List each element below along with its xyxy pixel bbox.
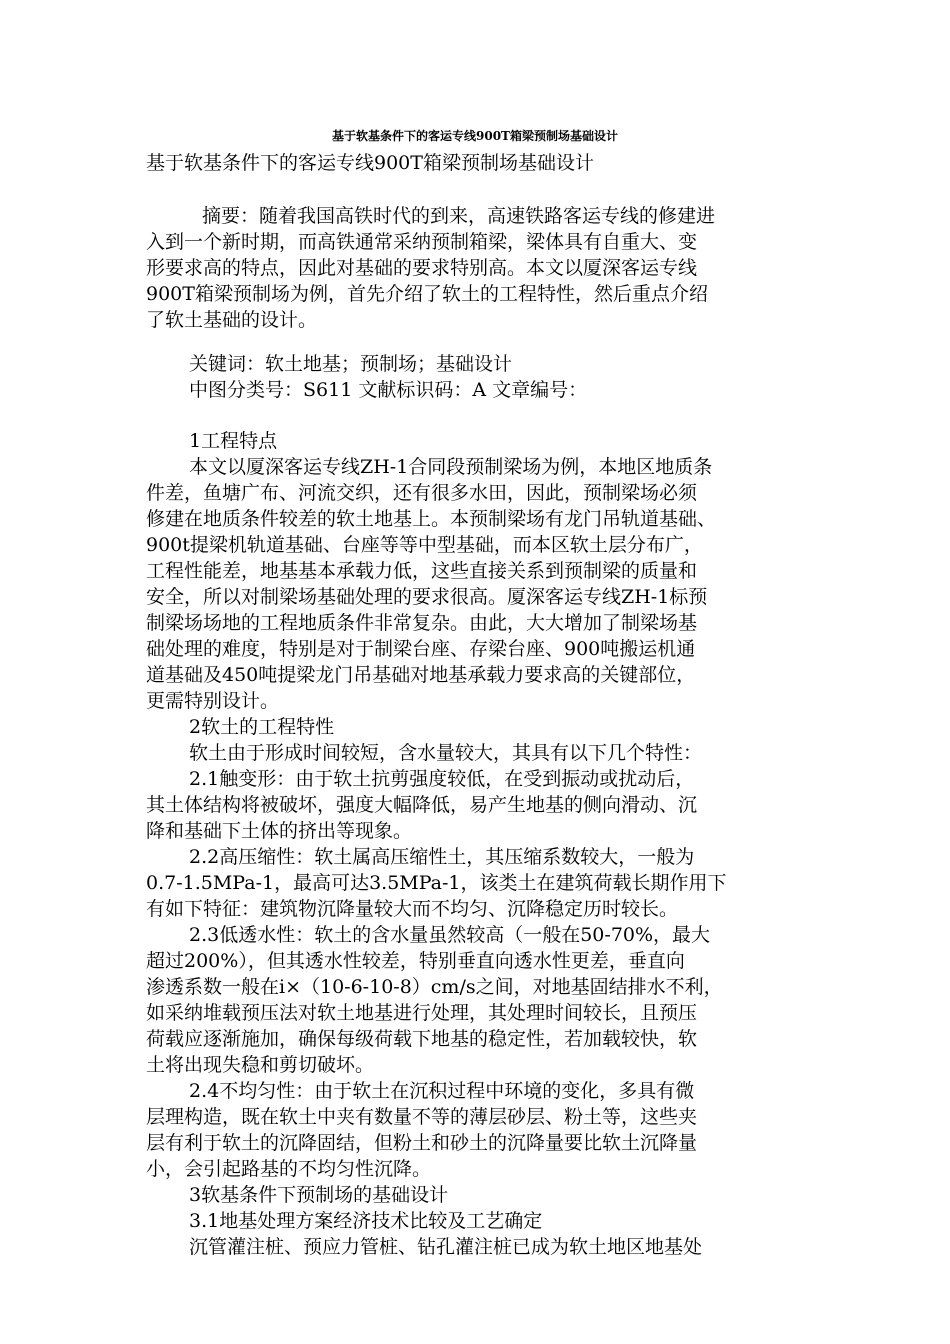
body-line: 如采纳堆载预压法对软土地基进行处理，其处理时间较长，且预压 [146, 1002, 698, 1024]
subsection-line: 2.4不均匀性：由于软土在沉积过程中环境的变化，多具有微 [189, 1080, 695, 1102]
section-heading: 3软基条件下预制场的基础设计 [189, 1184, 449, 1206]
body-line: 修建在地质条件较差的软土地基上。本预制梁场有龙门吊轨道基础、 [146, 508, 717, 530]
body-line: 900t提梁机轨道基础、台座等等中型基础，而本区软土层分布广， [146, 534, 703, 556]
abstract-line: 摘要：随着我国高铁时代的到来，高速铁路客运专线的修建进 [202, 205, 716, 227]
document-title: 基于软基条件下的客运专线900T箱梁预制场基础设计 [332, 129, 618, 143]
body-line: 安全，所以对制梁场基础处理的要求很高。厦深客运专线ZH-1标预 [146, 586, 708, 608]
body-line: 渗透系数一般在i×（10-6-10-8）cm/s之间，对地基固结排水不利， [146, 976, 723, 998]
subsection-line: 2.3低透水性：软土的含水量虽然较高（一般在50-70%，最大 [189, 924, 711, 946]
body-line: 有如下特征：建筑物沉降量较大而不均匀、沉降稳定历时较长。 [146, 898, 679, 920]
subsection-line: 2.2高压缩性：软土属高压缩性土，其压缩系数较大，一般为 [189, 846, 695, 868]
body-line: 沉管灌注桩、预应力管桩、钻孔灌注桩已成为软土地区地基处 [189, 1236, 703, 1258]
document-subtitle: 基于软基条件下的客运专线900T箱梁预制场基础设计 [146, 152, 594, 174]
body-line: 软土由于形成时间较短，含水量较大，其具有以下几个特性： [189, 742, 703, 764]
body-line: 小，会引起路基的不均匀性沉降。 [146, 1158, 432, 1180]
body-line: 更需特别设计。 [146, 690, 280, 712]
body-line: 层理构造，既在软土中夹有数量不等的薄层砂层、粉土等，这些夹 [146, 1106, 698, 1128]
body-line: 降和基础下土体的挤出等现象。 [146, 820, 413, 842]
abstract-line: 形要求高的特点，因此对基础的要求特别高。本文以厦深客运专线 [146, 257, 698, 279]
abstract-line: 900T箱梁预制场为例，首先介绍了软土的工程特性，然后重点介绍 [146, 283, 708, 305]
section-heading: 2软土的工程特性 [189, 716, 335, 738]
body-line: 本文以厦深客运专线ZH-1合同段预制梁场为例，本地区地质条 [189, 456, 713, 478]
body-line: 层有利于软土的沉降固结，但粉土和砂土的沉降量要比软土沉降量 [146, 1132, 698, 1154]
subsection-line: 3.1地基处理方案经济技术比较及工艺确定 [189, 1210, 543, 1232]
body-line: 制梁场场地的工程地质条件非常复杂。由此，大大增加了制梁场基 [146, 612, 698, 634]
body-line: 荷载应逐渐施加，确保每级荷载下地基的稳定性，若加载较快，软 [146, 1028, 698, 1050]
body-line: 超过200%），但其透水性较差，特别垂直向透水性更差，垂直向 [146, 950, 685, 972]
body-line: 础处理的难度，特别是对于制梁台座、存梁台座、900吨搬运机通 [146, 638, 696, 660]
body-line: 0.7-1.5MPa-1，最高可达3.5MPa-1，该类土在建筑荷载长期作用下 [146, 872, 727, 894]
abstract-line: 了软土基础的设计。 [146, 309, 318, 331]
body-line: 其土体结构将被破坏，强度大幅降低，易产生地基的侧向滑动、沉 [146, 794, 698, 816]
body-line: 件差，鱼塘广布、河流交织，还有很多水田，因此，预制梁场必须 [146, 482, 698, 504]
subsection-line: 2.1触变形：由于软土抗剪强度较低，在受到振动或扰动后， [189, 768, 695, 790]
keywords-line: 关键词：软土地基；预制场；基础设计 [189, 353, 513, 375]
section-heading: 1工程特点 [189, 430, 278, 452]
body-line: 道基础及450吨提梁龙门吊基础对地基承载力要求高的关键部位， [146, 664, 696, 686]
abstract-line: 入到一个新时期，而高铁通常采纳预制箱梁，梁体具有自重大、变 [146, 231, 698, 253]
body-line: 土将出现失稳和剪切破坏。 [146, 1054, 375, 1076]
body-line: 工程性能差，地基基本承载力低，这些直接关系到预制梁的质量和 [146, 560, 698, 582]
classification-line: 中图分类号：S611 文献标识码：A 文章编号： [189, 379, 588, 401]
